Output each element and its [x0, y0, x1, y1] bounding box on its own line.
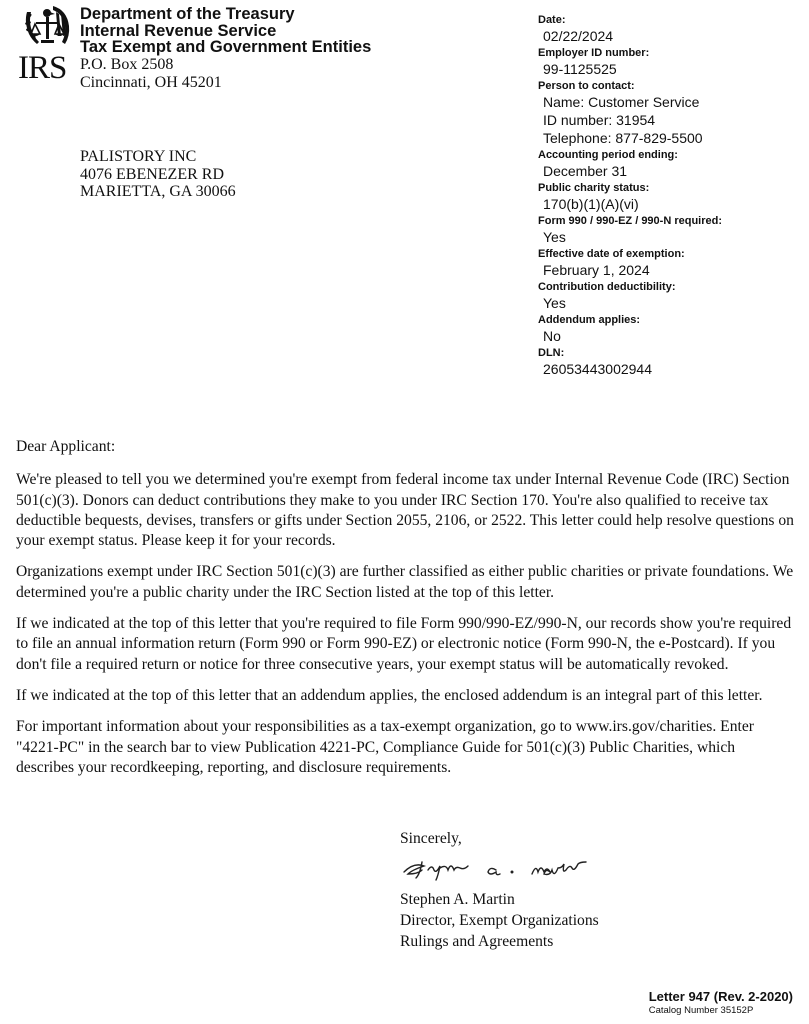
agency-header — [80, 6, 371, 92]
handwritten-signature-icon — [400, 852, 610, 884]
catalog-number: Catalog Number 35152P — [648, 1005, 754, 1016]
recipient-name: PALISTORY INC — [80, 148, 197, 165]
detail-label: Addendum applies: — [538, 314, 641, 326]
irs-logo-text: IRS — [18, 50, 67, 86]
irs-logo — [18, 4, 76, 84]
paragraph-classification: Organizations exempt under IRC Section 501(c)(3) are further classified as either public charities or private foundations. We determined you're a public charity under the IRC Section listed at the top of this letter. — [16, 563, 794, 601]
detail-value: 99-1125525 — [543, 61, 617, 77]
detail-label: Employer ID number: — [538, 47, 650, 59]
paragraph-exemption: We're pleased to tell you we determined you're exempt from federal income tax under Internal Revenue Code (IRC) Section 501(c)(3). Donors can deduct contributions they make to you under IRC Section 170. You're also qualified to receive tax deductible bequests, devises, transfers or gifts under Section 2055, 2106, or 2522. This letter could help resolve questions on your exempt status. Please keep it for your records. — [16, 471, 794, 550]
signer-title: Director, Exempt Organizations — [400, 912, 599, 929]
closing-block — [400, 828, 599, 952]
agency-po-box: P.O. Box 2508 — [80, 55, 174, 73]
letter-footer — [649, 989, 793, 1017]
detail-accounting-period — [538, 149, 798, 180]
detail-dln — [538, 347, 798, 378]
signer-name: Stephen A. Martin — [400, 891, 515, 908]
detail-label: Person to contact: — [538, 80, 635, 92]
agency-division: Tax Exempt and Government Entities — [80, 38, 372, 56]
detail-label: Accounting period ending: — [538, 149, 678, 161]
detail-label: DLN: — [538, 347, 565, 359]
eagle-seal-icon — [23, 4, 73, 50]
form-identifier: Letter 947 (Rev. 2-2020) — [648, 989, 793, 1004]
valediction: Sincerely, — [400, 830, 462, 847]
detail-label: Date: — [538, 14, 566, 26]
detail-label: Public charity status: — [538, 182, 650, 194]
agency-department: Department of the Treasury — [80, 5, 295, 23]
recipient-street: 4076 EBENEZER RD — [80, 165, 224, 183]
paragraph-filing: If we indicated at the top of this letter that you're required to file Form 990/990-EZ/990-N, our records show you're required to file an annual information return (Form 990 or Form 990-EZ) or electronic notice (Form 990-N, the e-Postcard). If you don't file a required return or notice for three consecutive years, your exempt status will be automatically revoked. — [16, 615, 792, 673]
paragraph-addendum: If we indicated at the top of this letter that an addendum applies, the enclosed addendum is an integral part of this letter. — [16, 686, 763, 704]
recipient-city: MARIETTA, GA 30066 — [80, 183, 236, 200]
detail-deductibility — [538, 281, 798, 312]
detail-effective-date — [538, 248, 798, 279]
detail-ein — [538, 47, 798, 78]
detail-form-required — [538, 215, 798, 246]
detail-value: Telephone: 877-829-5500 — [543, 130, 703, 146]
detail-value: February 1, 2024 — [543, 262, 650, 278]
signer-department: Rulings and Agreements — [400, 933, 554, 950]
detail-addendum — [538, 314, 798, 345]
detail-label: Contribution deductibility: — [538, 281, 676, 293]
signature — [400, 849, 599, 889]
detail-charity-status — [538, 182, 798, 213]
detail-value: December 31 — [543, 163, 628, 179]
detail-value: 170(b)(1)(A)(vi) — [543, 196, 639, 212]
detail-value: 02/22/2024 — [543, 28, 614, 44]
paragraph-resources: For important information about your responsibilities as a tax-exempt organization, go to www.irs.gov/charities. Enter "4221-PC" in the search bar to view Publication 4221-PC, Compliance Guide for 501(c)(3) Public Charities, which describes your recordkeeping, reporting, and disclosure requirements. — [16, 718, 754, 776]
detail-label: Form 990 / 990-EZ / 990-N required: — [538, 215, 723, 227]
detail-date — [538, 14, 798, 45]
letter-details — [538, 12, 798, 378]
detail-value: Yes — [543, 295, 566, 311]
detail-value: No — [543, 328, 561, 344]
letter-body — [16, 437, 796, 789]
greeting: Dear Applicant: — [16, 438, 116, 455]
detail-label: Effective date of exemption: — [538, 248, 685, 260]
detail-value: ID number: 31954 — [543, 112, 656, 128]
detail-value: Name: Customer Service — [543, 94, 700, 110]
recipient-address — [80, 148, 236, 201]
detail-value: 26053443002944 — [543, 361, 653, 377]
agency-city: Cincinnati, OH 45201 — [80, 73, 222, 91]
detail-value: Yes — [543, 229, 566, 245]
detail-contact — [538, 80, 798, 147]
agency-service: Internal Revenue Service — [80, 21, 277, 40]
